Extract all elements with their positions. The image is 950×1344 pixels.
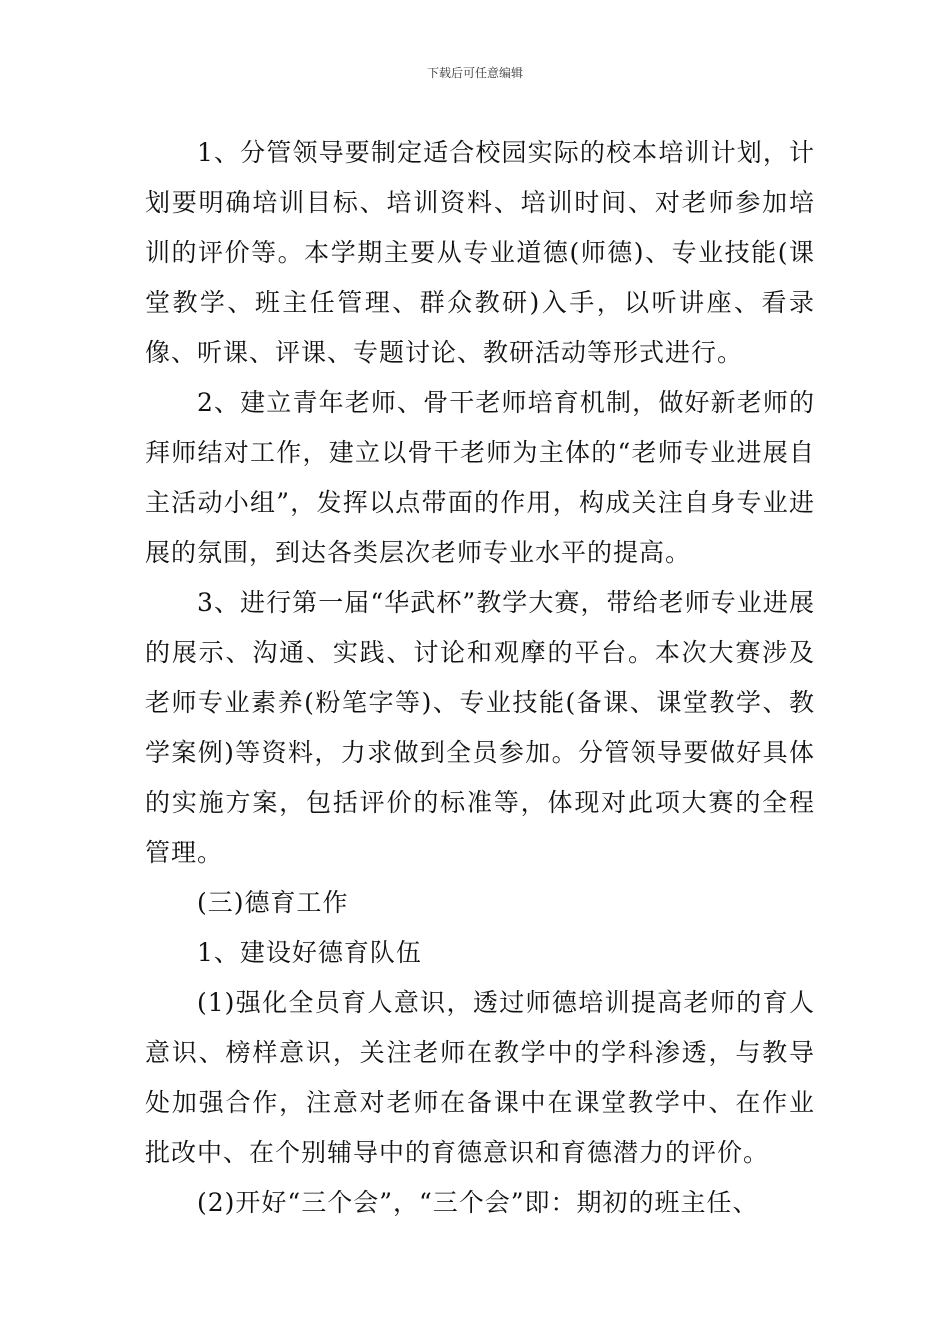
subheading-moral-team: 1、建设好德育队伍	[197, 938, 422, 967]
paragraph-education-awareness: (1)强化全员育人意识，透过师德培训提高老师的育人意识、榜样意识，关注老师在教学中的学科渗透，与教导处加强合作，注意对老师在备课中在课堂教学中、在作业批改中、在个别辅导中的育德意识和育德潜力的评价。	[145, 988, 815, 1167]
paragraph-training-plan: 1、分管领导要制定适合校园实际的校本培训计划，计划要明确培训目标、培训资料、培训时间、对老师参加培训的评价等。本学期主要从专业道德(师德)、专业技能(课堂教学、班主任管理、群众教研)入手，以听讲座、看录像、听课、评课、专题讨论、教研活动等形式进行。	[145, 138, 815, 367]
section-heading-moral-education: (三)德育工作	[197, 888, 349, 917]
document-body	[145, 128, 815, 1228]
paragraph-mentoring: 2、建立青年老师、骨干老师培育机制，做好新老师的拜师结对工作，建立以骨干老师为主体的“老师专业进展自主活动小组”，发挥以点带面的作用，构成关注自身专业进展的氛围，到达各类层次老师专业水平的提高。	[145, 388, 815, 567]
paragraph-teaching-contest: 3、进行第一届“华武杯”教学大赛，带给老师专业进展的展示、沟通、实践、讨论和观摩的平台。本次大赛涉及老师专业素养(粉笔字等)、专业技能(备课、课堂教学、教学案例)等资料，力求做到全员参加。分管领导要做好具体的实施方案，包括评价的标准等，体现对此项大赛的全程管理。	[145, 588, 815, 867]
page-header-note: 下载后可任意编辑	[426, 66, 523, 80]
paragraph-three-meetings: (2)开好“三个会”，“三个会”即：期初的班主任、	[197, 1188, 759, 1217]
